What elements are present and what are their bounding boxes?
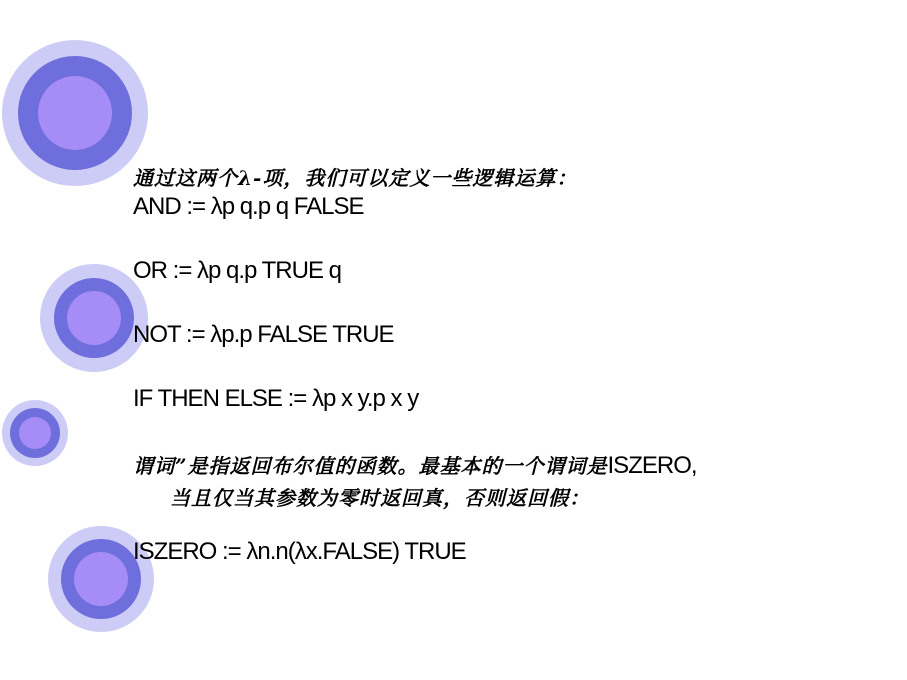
predicate-term: ISZERO,	[607, 452, 697, 479]
circle-inner	[38, 76, 112, 150]
predicate-text: 谓词”是指返回布尔值的函数。最基本的一个谓词是	[133, 454, 608, 478]
intro-text: 通过这两个λ-项，我们可以定义一些逻辑运算：	[133, 166, 578, 190]
or-definition: OR := λp q.p TRUE q	[133, 257, 341, 284]
circle-inner	[74, 552, 128, 606]
circle-inner	[67, 291, 121, 345]
iszero-definition: ISZERO := λn.n(λx.FALSE) TRUE	[133, 538, 466, 565]
circle-inner	[19, 417, 51, 449]
predicate-condition: 当且仅当其参数为零时返回真，否则返回假：	[170, 486, 590, 510]
and-definition: AND := λp q.p q FALSE	[133, 193, 364, 220]
if-then-else-definition: IF THEN ELSE := λp x y.p x y	[133, 385, 419, 412]
not-definition: NOT := λp.p FALSE TRUE	[133, 321, 394, 348]
predicate-description	[133, 450, 697, 480]
